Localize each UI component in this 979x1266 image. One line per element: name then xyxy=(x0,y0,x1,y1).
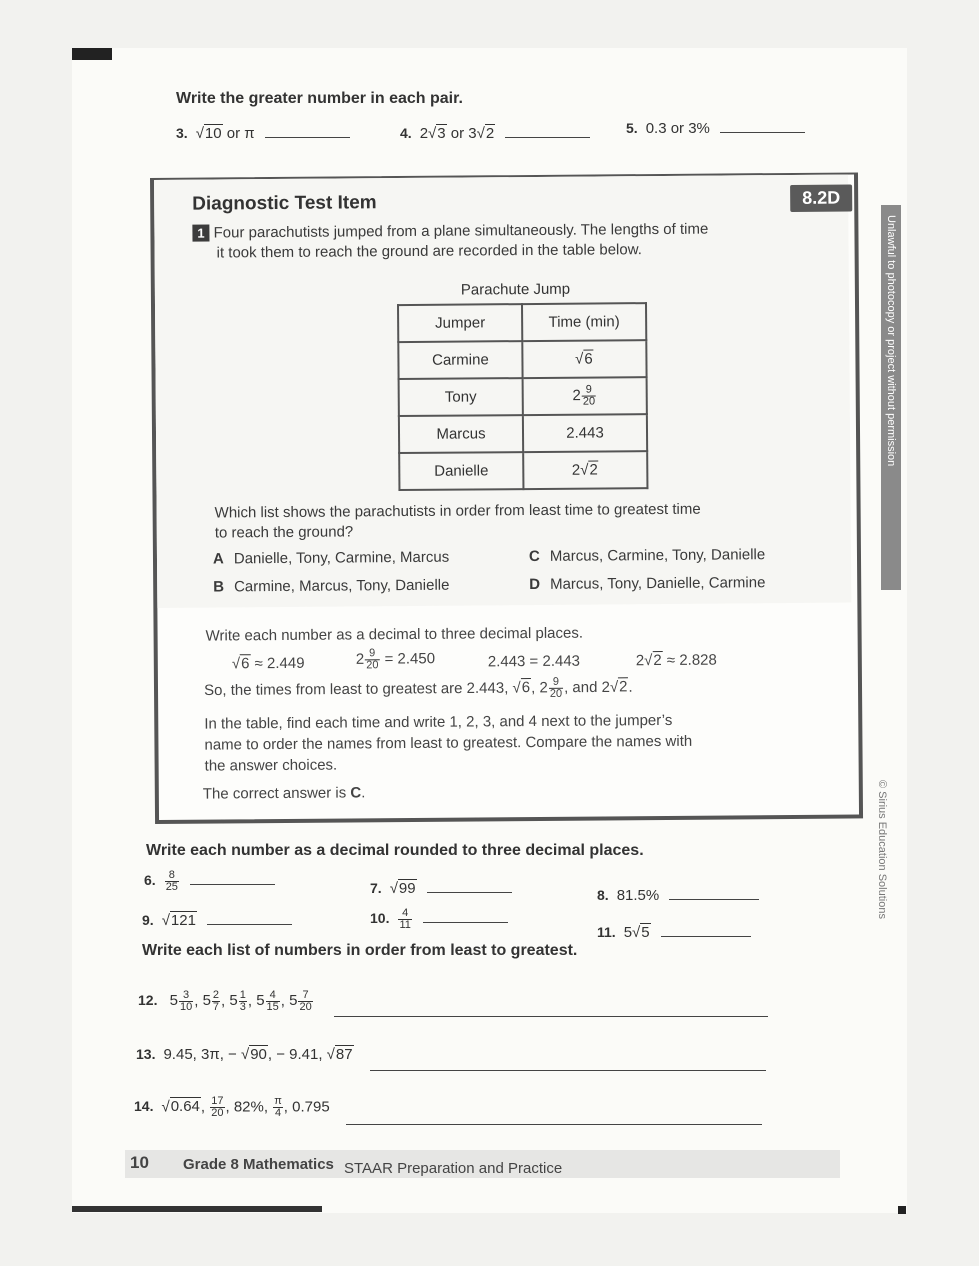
standard-badge: 8.2D xyxy=(790,184,852,211)
fraction-numerator: 9 xyxy=(365,648,379,660)
question-9: 9. √121 xyxy=(142,910,292,929)
copyright-text: © Sirius Education Solutions xyxy=(876,780,888,919)
q7-radicand: 99 xyxy=(398,880,416,897)
q12-answer-line[interactable] xyxy=(334,1016,768,1017)
question-4: 4. 2√3 or 3√2 xyxy=(400,123,590,142)
time-radicand: 2 xyxy=(589,461,598,479)
q8-number: 8. xyxy=(597,887,609,903)
question-line-2: to reach the ground? xyxy=(214,523,354,542)
q5-number: 5. xyxy=(626,120,638,136)
order-mid: , 2 xyxy=(531,679,548,697)
conversion-3: 2.443 = 2.443 xyxy=(487,652,581,671)
q10-number: 10. xyxy=(370,910,390,927)
q12-number: 12. xyxy=(138,992,158,1009)
order-pre: So, the times from least to greatest are 2.443, xyxy=(203,679,513,700)
jump-time: 2√2 xyxy=(523,451,647,489)
q3-number: 3. xyxy=(176,125,188,141)
table-header-row xyxy=(398,303,646,342)
answer-end: . xyxy=(361,784,366,802)
q3-answer-blank[interactable] xyxy=(265,123,350,138)
choice-letter: D xyxy=(529,575,541,594)
time-fraction xyxy=(582,385,596,408)
question-text xyxy=(215,500,701,544)
mixed-fraction xyxy=(266,990,280,1013)
conversion-4: 2√2 ≈ 2.828 xyxy=(635,651,717,670)
q6-number: 6. xyxy=(144,872,156,889)
table-caption: Parachute Jump xyxy=(460,280,571,299)
q13-answer-line[interactable] xyxy=(370,1070,766,1071)
conv2-fraction xyxy=(365,648,379,671)
order-end: . xyxy=(628,678,633,696)
fraction-numerator: π xyxy=(274,1095,282,1107)
conv2-value: = 2.450 xyxy=(380,650,436,668)
conversion-1: √6 ≈ 2.449 xyxy=(231,654,305,673)
q13-pre: 9.45, 3π, − xyxy=(163,1046,241,1063)
q4-text: or 3 xyxy=(446,125,477,142)
q9-radicand: 121 xyxy=(170,912,196,929)
q9-number: 9. xyxy=(142,912,154,928)
jump-time xyxy=(523,377,647,415)
conv4-value: ≈ 2.828 xyxy=(662,651,717,669)
q10-fraction xyxy=(398,908,411,931)
answer-letter: C xyxy=(350,784,362,802)
order-statement: So, the times from least to greatest are 2.443, √6, 2 $\frac{9}{20}$ , and 2√2. xyxy=(203,675,633,700)
choice-b[interactable] xyxy=(213,576,449,598)
prompt-line-1: Four parachutists jumped from a plane simultaneously. The lengths of time xyxy=(213,220,709,242)
mixed-number xyxy=(256,989,281,1013)
fraction-denominator: 4 xyxy=(274,1107,282,1119)
conv1-radicand: 6 xyxy=(240,655,250,673)
fraction-denominator: 10 xyxy=(179,1001,193,1013)
q13-radicand-1: 90 xyxy=(250,1046,267,1063)
fraction-denominator: 11 xyxy=(399,919,411,931)
choice-text: Marcus, Tony, Danielle, Carmine xyxy=(549,574,766,593)
jumper-name: Danielle xyxy=(399,452,523,490)
order-fraction xyxy=(549,677,563,700)
jumper-name: Carmine xyxy=(398,341,522,379)
footer-subtitle: STAAR Preparation and Practice xyxy=(344,1160,563,1177)
mixed-whole: 5 xyxy=(169,992,178,1010)
para-line-3: the answer choices. xyxy=(204,756,338,775)
question-10 xyxy=(370,908,508,931)
fraction-denominator: 20 xyxy=(299,1001,312,1013)
table-row xyxy=(398,340,646,379)
question-14: 14. √0.64, $\frac{17}{20}$ , 82%, $\frac{\pi}{4}$ , 0.795 xyxy=(134,1095,330,1119)
q3-radicand: 10 xyxy=(204,125,222,142)
para-line-1: In the table, find each time and write 1, 2, 3, and 4 next to the jumper’s xyxy=(204,711,673,733)
answer-pre: The correct answer is xyxy=(202,784,351,803)
greater-heading: Write the greater number in each pair. xyxy=(176,90,463,107)
q11-answer-blank[interactable] xyxy=(661,922,751,937)
q11-coef: 5 xyxy=(623,924,633,941)
fraction-numerator: 2 xyxy=(212,989,220,1001)
choice-a[interactable] xyxy=(213,548,449,570)
conv1-value: ≈ 2.449 xyxy=(250,654,305,673)
q14-fraction-2 xyxy=(273,1096,283,1119)
page-edge xyxy=(72,1206,322,1212)
page-corner-mark xyxy=(898,1206,906,1214)
question-11: 11. 5√5 xyxy=(597,922,751,941)
order-heading: Write each list of numbers in order from least to greatest. xyxy=(142,942,578,959)
mixed-number xyxy=(169,989,195,1013)
choice-text: Carmine, Marcus, Tony, Danielle xyxy=(233,576,450,596)
decimal-heading: Write each number as a decimal rounded to three decimal places. xyxy=(146,842,644,859)
time-whole: 2 xyxy=(572,387,581,405)
fraction-denominator: 20 xyxy=(211,1107,224,1119)
fraction-denominator: 20 xyxy=(582,395,596,408)
order-and: , and 2 xyxy=(563,678,610,697)
choice-letter: A xyxy=(212,550,224,568)
table-row xyxy=(399,377,647,416)
q9-answer-blank[interactable] xyxy=(207,910,292,925)
footer-title: Grade 8 Mathematics xyxy=(183,1156,334,1173)
q14-radicand: 0.64 xyxy=(170,1098,200,1116)
choice-text: Marcus, Carmine, Tony, Danielle xyxy=(549,546,766,565)
q13-mid: , − 9.41, xyxy=(267,1046,327,1063)
q14-number: 14. xyxy=(134,1098,154,1115)
conv4-coef: 2 xyxy=(635,652,645,670)
question-line-1: Which list shows the parachutists in order from least time to greatest time xyxy=(214,500,701,522)
fraction-numerator: 9 xyxy=(582,385,596,397)
mixed-fraction xyxy=(298,990,312,1013)
mixed-fraction xyxy=(212,990,220,1013)
q4-radicand: 3 xyxy=(437,125,446,142)
mixed-whole: 5 xyxy=(256,992,265,1010)
time-coef: 2 xyxy=(571,461,581,479)
q11-number: 11. xyxy=(597,924,616,940)
mixed-number xyxy=(229,989,247,1013)
mixed-whole: 5 xyxy=(289,992,298,1010)
fraction-denominator: 7 xyxy=(212,1001,220,1013)
question-12 xyxy=(138,990,314,1013)
q14-fraction-1 xyxy=(210,1096,224,1119)
mixed-fraction xyxy=(179,990,193,1013)
fraction-numerator: 4 xyxy=(398,908,411,920)
conversion-2 xyxy=(356,648,435,672)
page-corner xyxy=(72,48,112,60)
question-3: 3. √10 or π xyxy=(176,123,350,142)
mixed-whole: 5 xyxy=(202,992,211,1010)
choice-d[interactable] xyxy=(529,573,765,595)
mixed-whole: 5 xyxy=(229,992,238,1010)
para-line-2: name to order the names from least to greatest. Compare the names with xyxy=(204,732,693,754)
order-radicand-2: 2 xyxy=(619,678,628,696)
question-7: 7. √99 xyxy=(370,878,512,897)
q14-answer-line[interactable] xyxy=(346,1124,762,1125)
conv2-whole: 2 xyxy=(355,650,365,668)
fraction-numerator: 7 xyxy=(298,990,312,1002)
q3-text: or π xyxy=(222,125,255,142)
q7-answer-blank[interactable] xyxy=(427,878,512,893)
order-radicand: 6 xyxy=(521,679,531,697)
choice-letter: B xyxy=(213,578,225,596)
jump-time: 2.443 xyxy=(523,414,647,452)
page-number: 10 xyxy=(130,1153,149,1172)
q7-number: 7. xyxy=(370,880,382,896)
choice-letter: C xyxy=(528,547,540,566)
q10-answer-blank[interactable] xyxy=(423,908,508,923)
q6-fraction xyxy=(165,870,179,893)
copyright-notice: Unlawful to photocopy or project without permission xyxy=(885,215,897,467)
header-jumper: Jumper xyxy=(398,304,522,342)
question-8 xyxy=(597,885,759,904)
q4-radicand-b: 2 xyxy=(485,125,495,142)
fraction-numerator: 8 xyxy=(165,870,179,882)
fraction-numerator: 9 xyxy=(549,677,563,689)
choice-c[interactable] xyxy=(529,545,765,567)
mixed-fraction xyxy=(239,990,247,1013)
table-row xyxy=(399,451,647,490)
mixed-number xyxy=(202,989,221,1013)
fraction-numerator: 17 xyxy=(211,1095,224,1107)
parachute-table xyxy=(397,302,648,491)
table-row xyxy=(399,414,647,453)
fraction-numerator: 1 xyxy=(239,989,246,1001)
correct-answer xyxy=(203,782,366,804)
choice-text: Danielle, Tony, Carmine, Marcus xyxy=(233,548,450,568)
prompt-line-2: it took them to reach the ground are recorded in the table below. xyxy=(216,241,642,262)
q5-text: 0.3 or 3% xyxy=(645,120,710,137)
q4-answer-blank[interactable] xyxy=(505,123,590,138)
mixed-number xyxy=(289,989,314,1013)
q4-number: 4. xyxy=(400,125,412,141)
q6-answer-blank[interactable] xyxy=(190,870,275,885)
question-13: 13. 9.45, 3π, − √90, − 9.41, √87 xyxy=(136,1046,353,1063)
q12-number-list: 5 $\frac{3}{10}$ , 5 $\frac{2}{7}$ , 5 $\frac{1}{3}$ , 5 $\frac{4}{15}$ , 5 $\frac{7}{20}$ xyxy=(169,989,312,1013)
fraction-numerator: 4 xyxy=(266,990,280,1002)
jumper-name: Tony xyxy=(399,378,523,416)
fraction-denominator: 20 xyxy=(549,687,563,700)
fraction-denominator: 15 xyxy=(266,1001,279,1013)
explanation-line-1: Write each number as a decimal to three decimal places. xyxy=(205,624,584,645)
jumper-name: Marcus xyxy=(399,415,523,453)
fraction-denominator: 3 xyxy=(239,1001,246,1013)
diagnostic-box xyxy=(150,172,863,824)
question-number: 1 xyxy=(192,225,209,242)
q5-answer-blank[interactable] xyxy=(720,118,805,133)
fraction-numerator: 3 xyxy=(179,990,193,1002)
fraction-denominator: 25 xyxy=(165,881,178,893)
q8-text: 81.5% xyxy=(616,887,660,904)
conv4-radicand: 2 xyxy=(653,651,662,670)
q14-mid: , 82%, xyxy=(225,1098,273,1116)
header-time: Time (min) xyxy=(522,303,646,341)
q14-end: , 0.795 xyxy=(283,1098,330,1116)
q13-number: 13. xyxy=(136,1046,156,1062)
q13-radicand-2: 87 xyxy=(335,1046,353,1063)
instruction-paragraph xyxy=(204,710,692,777)
q8-answer-blank[interactable] xyxy=(669,885,759,900)
q4-coef: 2 xyxy=(419,125,429,142)
question-6 xyxy=(144,870,275,893)
diagnostic-title: Diagnostic Test Item xyxy=(192,192,377,215)
diagnostic-prompt xyxy=(192,220,708,264)
time-radicand: 6 xyxy=(584,350,593,368)
fraction-denominator: 20 xyxy=(366,659,379,672)
question-5 xyxy=(626,118,805,137)
q11-radicand: 5 xyxy=(641,924,650,941)
jump-time: √6 xyxy=(522,340,646,378)
